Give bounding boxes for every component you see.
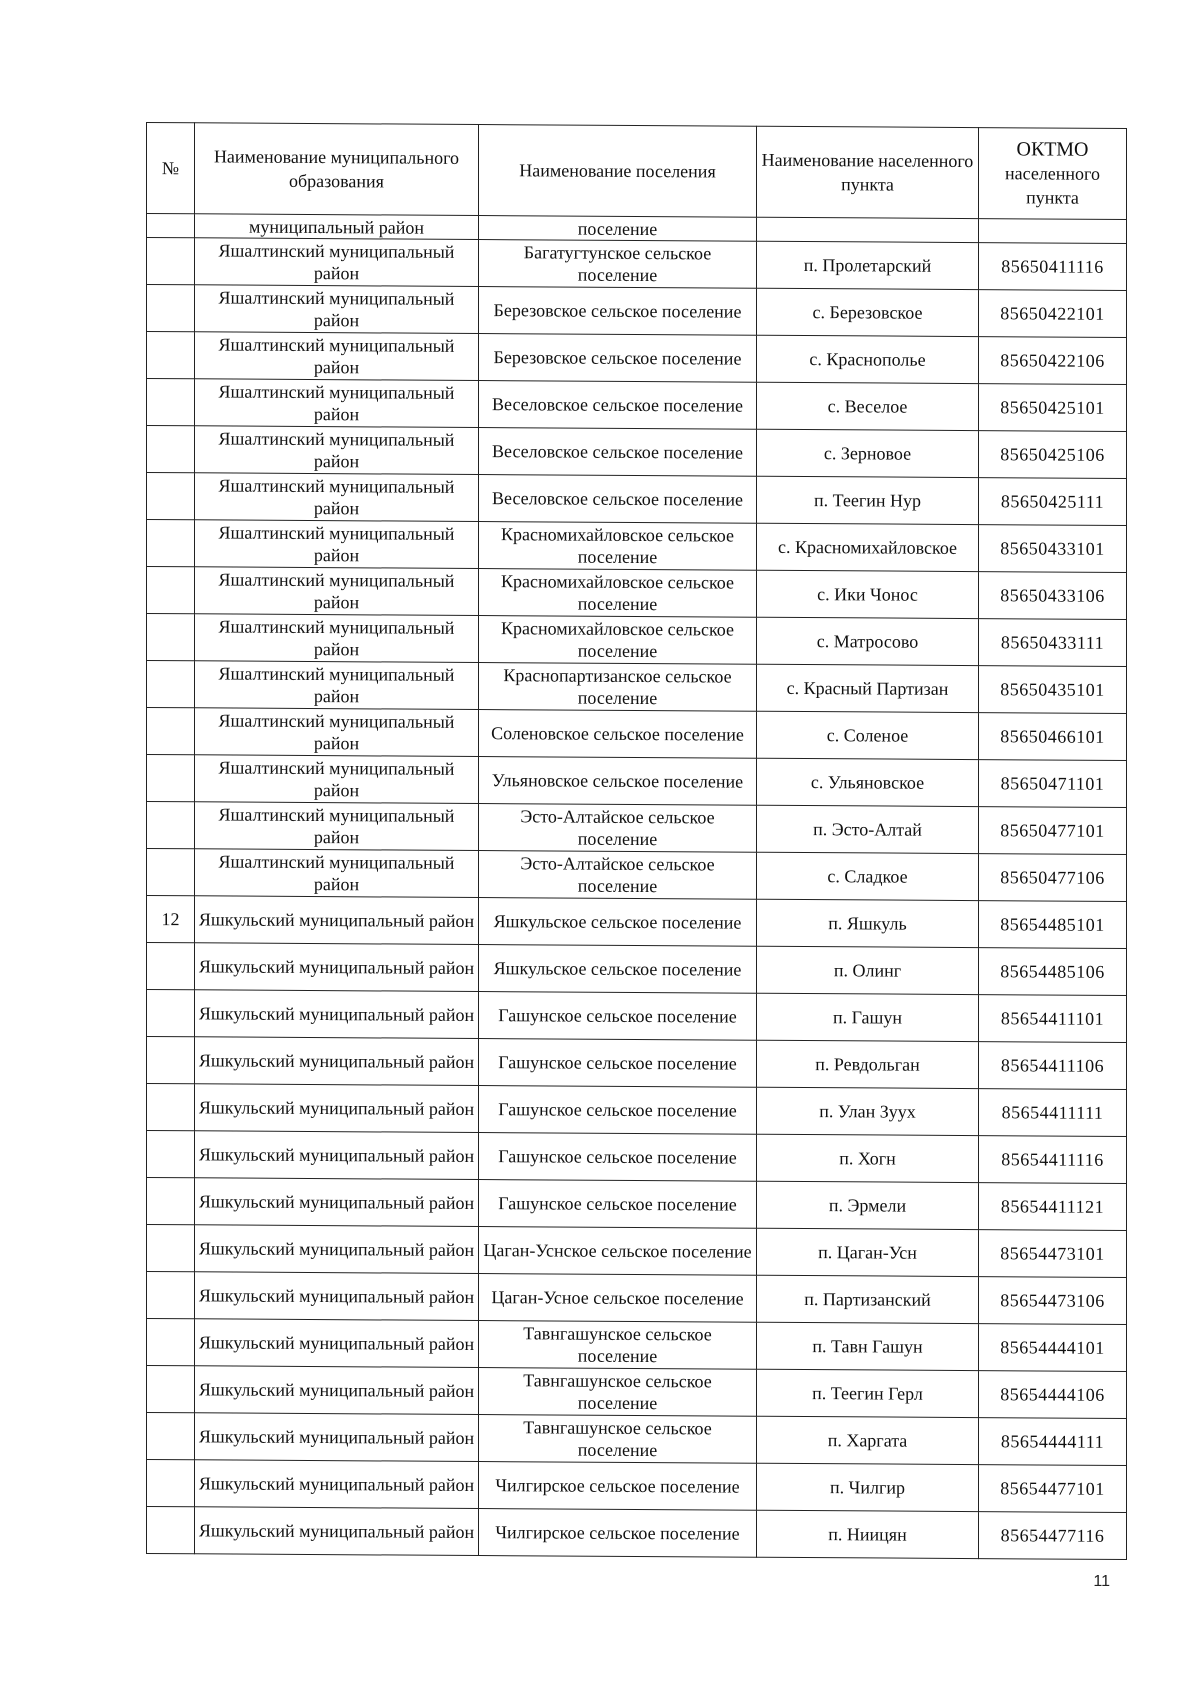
header-num: № [147,123,195,214]
cell-num [147,238,195,285]
cell-municipality: Яшалтинский муниципальный район [195,379,479,428]
cell-settlement: Березовское сельское поселение [479,334,757,383]
cell-num [147,567,195,614]
cell-num [147,332,195,379]
cell-code: 85650433111 [979,619,1127,667]
cell-locality: с. Соленое [757,711,979,759]
table-row [147,990,1127,1043]
cell-code: 85654473106 [979,1277,1127,1325]
table-row [147,614,1127,667]
table-row [147,943,1127,996]
table-row [147,332,1127,385]
cell-code: 85654477101 [979,1465,1127,1513]
table-row [147,426,1127,479]
page-number: 11 [1093,1573,1110,1590]
cell-code: 85650471101 [979,760,1127,808]
cell-locality: с. Матросово [757,617,979,665]
cell-municipality: Яшалтинский муниципальный район [195,238,479,287]
cell-num [147,379,195,426]
table-row [147,520,1127,573]
cell-municipality: Яшкульский муниципальный район [195,1460,479,1509]
cell-locality: с. Сладкое [757,852,979,900]
cell-municipality: Яшкульский муниципальный район [195,1178,479,1227]
cell-locality: п. Хогн [757,1134,979,1182]
cell-settlement: Цаган-Усное сельское поселение [479,1274,757,1323]
cell-municipality: Яшалтинский муниципальный район [195,332,479,381]
cell-locality: с. Красномихайловское [757,523,979,571]
cell-locality: п. Теегин Нур [757,476,979,524]
cell-municipality: Яшкульский муниципальный район [195,1225,479,1274]
cell-settlement: Чилгирское сельское поселение [479,1509,757,1558]
table-row [147,1507,1127,1560]
cell-code: 85650433106 [979,572,1127,620]
table-row [147,896,1127,949]
cell-municipality: Яшкульский муниципальный район [195,1084,479,1133]
table-row [147,1460,1127,1513]
cell-settlement: Гашунское сельское поселение [479,1180,757,1229]
header-locality: Наименование населенного пункта [757,126,979,218]
cell-municipality: Яшкульский муниципальный район [195,896,479,945]
cell-code: 85650425106 [979,431,1127,479]
cell-locality: п. Эрмели [757,1181,979,1229]
cell-code: 85654411116 [979,1136,1127,1184]
cell-code: 85654485106 [979,948,1127,996]
cell-locality: п. Олинг [757,946,979,994]
table-header-row [147,123,1127,220]
cell-locality: с. Краснополье [757,335,979,383]
cell-locality: с. Березовское [757,288,979,336]
cell-locality: с. Красный Партизан [757,664,979,712]
settlements-table [146,122,1127,1560]
cell-code: 85650422101 [979,290,1127,338]
cell-locality: п. Ниицян [757,1510,979,1558]
cell-num [147,990,195,1037]
cell-locality: п. Партизанский [757,1275,979,1323]
cell-code: 85654411106 [979,1042,1127,1090]
cell-num [147,1366,195,1413]
cell-municipality: Яшкульский муниципальный район [195,1319,479,1368]
cell-settlement: Тавнгашунское сельское поселение [479,1368,757,1417]
cell-locality: с. Ульяновское [757,758,979,806]
cell-num [147,520,195,567]
cell-settlement: Тавнгашунское сельское поселение [479,1321,757,1370]
cell-settlement: Яшкульское сельское поселение [479,898,757,947]
cell-num [147,1507,195,1554]
cell-settlement: Веселовское сельское поселение [479,381,757,430]
cell-municipality: Яшкульский муниципальный район [195,1413,479,1462]
cell-locality: п. Гашун [757,993,979,1041]
cell-num [147,708,195,755]
cell-settlement: Березовское сельское поселение [479,287,757,336]
cell-municipality: Яшалтинский муниципальный район [195,708,479,757]
cell-code [979,219,1127,244]
cell-locality: п. Улан Зуух [757,1087,979,1135]
cell-code: 85650477106 [979,854,1127,902]
cell-settlement: Гашунское сельское поселение [479,1086,757,1135]
cell-locality: п. Харгата [757,1416,979,1464]
table-row [147,238,1127,291]
header-oktmo-title: ОКТМО [1016,138,1089,161]
cell-code: 85654473101 [979,1230,1127,1278]
cell-code: 85654411111 [979,1089,1127,1137]
table-row [147,802,1127,855]
cell-settlement: Эсто-Алтайское сельское поселение [479,851,757,900]
cell-settlement: Гашунское сельское поселение [479,1133,757,1182]
cell-municipality: Яшалтинский муниципальный район [195,661,479,710]
cell-code: 85650425111 [979,478,1127,526]
cell-code: 85654444101 [979,1324,1127,1372]
cell-municipality: Яшалтинский муниципальный район [195,849,479,898]
cell-municipality: Яшкульский муниципальный район [195,1272,479,1321]
table-row [147,708,1127,761]
cell-num [147,849,195,896]
cell-municipality: Яшалтинский муниципальный район [195,285,479,334]
cell-settlement: Цаган-Уснское сельское поселение [479,1227,757,1276]
cell-municipality: Яшкульский муниципальный район [195,1507,479,1556]
cell-locality: п. Чилгир [757,1463,979,1511]
cell-settlement: Краснопартизанское сельское поселение [479,663,757,712]
cell-municipality: Яшалтинский муниципальный район [195,567,479,616]
cell-num [147,214,195,238]
cell-settlement: Соленовское сельское поселение [479,710,757,759]
cell-locality: п. Пролетарский [757,241,979,289]
cell-num [147,802,195,849]
cell-municipality: Яшалтинский муниципальный район [195,614,479,663]
cell-code: 85650433101 [979,525,1127,573]
table-row [147,849,1127,902]
table-row [147,1272,1127,1325]
cell-num [147,1178,195,1225]
cell-num [147,426,195,473]
table-row [147,1413,1127,1466]
cell-code: 85654477116 [979,1512,1127,1560]
cell-num [147,661,195,708]
table-row [147,1319,1127,1372]
cell-num [147,1131,195,1178]
cell-num [147,1272,195,1319]
table-row [147,567,1127,620]
cell-num [147,1460,195,1507]
cell-locality: п. Цаган-Усн [757,1228,979,1276]
cell-num [147,614,195,661]
table-row [147,1178,1127,1231]
cell-locality: с. Ики Чонос [757,570,979,618]
cell-municipality: Яшкульский муниципальный район [195,1037,479,1086]
table-row [147,379,1127,432]
header-municipality: Наименование муниципального образования [195,123,479,216]
header-oktmo-sub: населенного пункта [1005,163,1100,208]
cell-code: 85654411101 [979,995,1127,1043]
cell-settlement: Гашунское сельское поселение [479,1039,757,1088]
cell-municipality: Яшалтинский муниципальный район [195,802,479,851]
cell-municipality: Яшкульский муниципальный район [195,990,479,1039]
cell-locality: п. Тавн Гашун [757,1322,979,1370]
cell-settlement: Яшкульское сельское поселение [479,945,757,994]
cell-locality: с. Веселое [757,382,979,430]
cell-locality: п. Эсто-Алтай [757,805,979,853]
cell-settlement: Красномихайловское сельское поселение [479,522,757,571]
table-row [147,755,1127,808]
cell-code: 85654444106 [979,1371,1127,1419]
cell-num [147,285,195,332]
cell-code: 85654444111 [979,1418,1127,1466]
table-row [147,1131,1127,1184]
cell-municipality: Яшалтинский муниципальный район [195,473,479,522]
table-row [147,1084,1127,1137]
cell-locality [757,217,979,242]
cell-num [147,1084,195,1131]
cell-municipality: Яшалтинский муниципальный район [195,520,479,569]
header-oktmo [979,128,1127,220]
table-row [147,473,1127,526]
cell-code: 85650422106 [979,337,1127,385]
cell-num [147,1413,195,1460]
cell-settlement: Багатугтунское сельское поселение [479,240,757,289]
cell-municipality: Яшкульский муниципальный район [195,943,479,992]
cell-municipality: муниципальный район [195,214,479,240]
cell-municipality: Яшкульский муниципальный район [195,1131,479,1180]
table-row [147,1225,1127,1278]
cell-code: 85654411121 [979,1183,1127,1231]
cell-settlement: Тавнгашунское сельское поселение [479,1415,757,1464]
cell-num [147,755,195,802]
cell-num [147,1319,195,1366]
cell-num: 12 [147,896,195,943]
cell-settlement: Веселовское сельское поселение [479,475,757,524]
cell-settlement: Красномихайловское сельское поселение [479,616,757,665]
cell-settlement: Гашунское сельское поселение [479,992,757,1041]
cell-locality: п. Яшкуль [757,899,979,947]
table-row [147,1366,1127,1419]
cell-num [147,1037,195,1084]
cell-code: 85650425101 [979,384,1127,432]
cell-settlement: Веселовское сельское поселение [479,428,757,477]
cell-settlement: Эсто-Алтайское сельское поселение [479,804,757,853]
cell-code: 85650477101 [979,807,1127,855]
cell-settlement: поселение [479,216,757,242]
cell-code: 85654485101 [979,901,1127,949]
table-row [147,285,1127,338]
cell-settlement: Ульяновское сельское поселение [479,757,757,806]
table-row [147,661,1127,714]
cell-municipality: Яшалтинский муниципальный район [195,755,479,804]
cell-locality: п. Ревдольган [757,1040,979,1088]
cell-locality: с. Зерновое [757,429,979,477]
cell-code: 85650411116 [979,243,1127,291]
cell-num [147,1225,195,1272]
cell-code: 85650435101 [979,666,1127,714]
cell-settlement: Красномихайловское сельское поселение [479,569,757,618]
cell-locality: п. Теегин Герл [757,1369,979,1417]
cell-num [147,473,195,520]
table-row [147,1037,1127,1090]
cell-municipality: Яшкульский муниципальный район [195,1366,479,1415]
header-settlement: Наименование поселения [479,125,757,218]
cell-municipality: Яшалтинский муниципальный район [195,426,479,475]
cell-code: 85650466101 [979,713,1127,761]
cell-num [147,943,195,990]
cell-settlement: Чилгирское сельское поселение [479,1462,757,1511]
